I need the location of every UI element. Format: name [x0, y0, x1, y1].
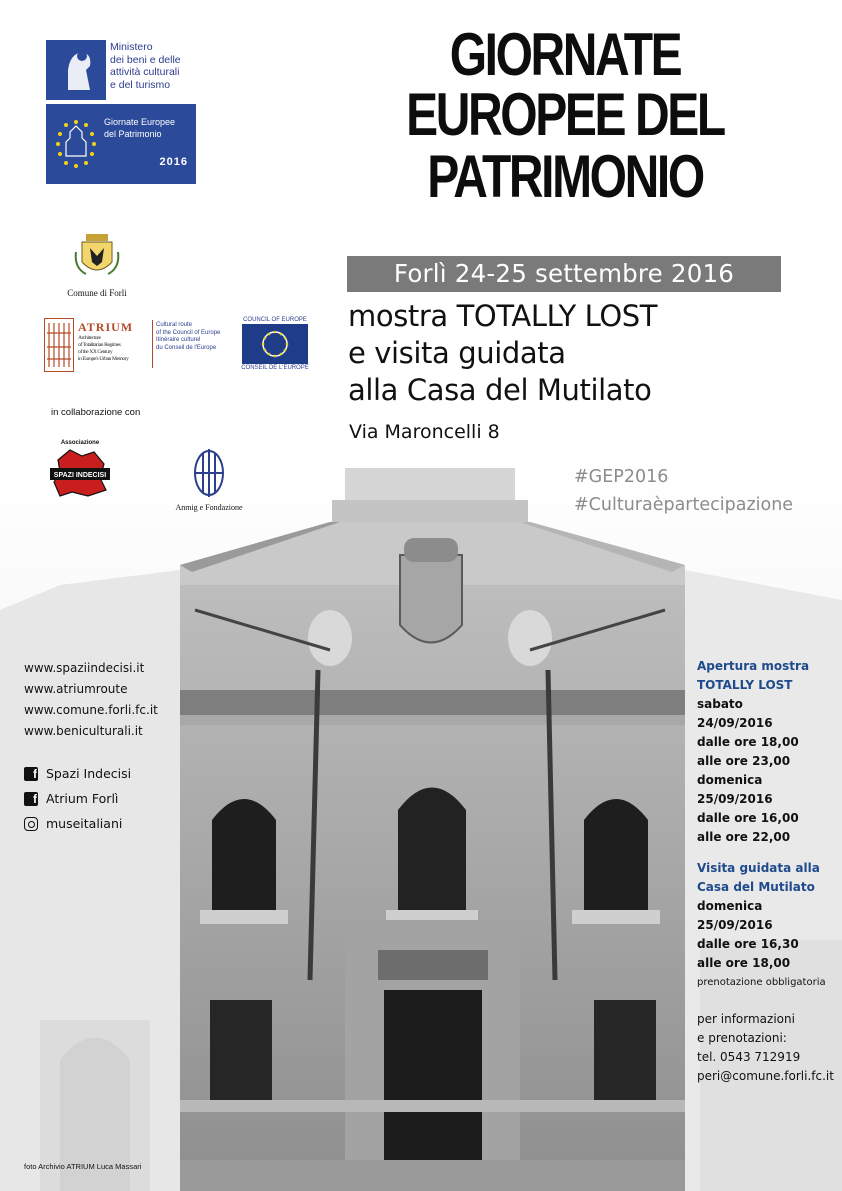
subtitle-line-2: e visita guidata — [348, 336, 566, 370]
subtitle-line-1: mostra TOTALLY LOST — [348, 299, 658, 333]
subtitle-line-3: alla Casa del Mutilato — [348, 373, 652, 407]
facebook-icon: f — [24, 767, 38, 781]
event-subtitle — [348, 298, 657, 409]
anmig-logo — [166, 447, 252, 512]
website-link[interactable]: www.atriumroute — [24, 682, 128, 696]
address: Via Maroncelli 8 — [349, 421, 500, 443]
facebook-icon: f — [24, 792, 38, 806]
event-info: Apertura mostra TOTALLY LOST sabato 24/09/2016 dalle ore 18,00 alle ore 23,00 domenica 25/09/2016 dalle ore 16,00 alle ore 22,00 Visita guidata alla Casa del Mutilato domenica 25/09/2016 dalle ore 16,30 alle ore 18,00 prenotazione obbligatoria per informazioni e prenotazioni: tel. 0543 712919 peri@comune.forli.fc.it — [697, 657, 837, 1086]
tour-heading: Visita guidata alla — [697, 861, 820, 875]
social-links — [24, 761, 131, 836]
social-link[interactable]: f Spazi Indecisi — [24, 761, 131, 786]
instagram-icon — [24, 817, 38, 831]
atrium-subtitle: Architecture of Totalitarian Regimes of the XX Century in Europe's Urban Memory — [78, 335, 129, 362]
phone-number[interactable]: tel. 0543 712919 — [697, 1050, 801, 1064]
title-line-2: EUROPEE DEL — [406, 81, 724, 148]
social-link[interactable]: museitaliani — [24, 811, 131, 836]
svg-text:SPAZI INDECISI: SPAZI INDECISI — [53, 472, 107, 479]
council-of-europe-logo: COUNCIL OF EUROPE CONSEIL DE L'EUROPE — [241, 317, 309, 371]
statue-icon — [46, 40, 106, 100]
comune-label: Comune di Forlì — [67, 288, 127, 298]
title-line-1: GIORNATE — [449, 21, 681, 88]
atrium-mark — [44, 318, 74, 372]
website-links — [24, 658, 158, 742]
website-link[interactable]: www.beniculturali.it — [24, 724, 143, 738]
gep-logo: Giornate Europee del Patrimonio 2016 — [46, 104, 196, 184]
atrium-route: Cultural route of the Council of Europe Itinéraire culturel du Conseil de l'Europe — [156, 322, 221, 351]
title-line-3: PATRIMONIO — [427, 143, 703, 210]
hashtags — [574, 463, 793, 519]
website-link[interactable]: www.spaziindecisi.it — [24, 661, 145, 675]
poster-title — [345, 21, 785, 210]
anmig-label: Anmig e Fondazione — [175, 503, 243, 512]
anmig-emblem-icon — [189, 447, 229, 499]
photo-credit: foto Archivio ATRIUM Luca Massari — [24, 1162, 142, 1171]
contact-info: per informazioni — [697, 1012, 795, 1026]
hashtag: #GEP2016 — [574, 467, 669, 487]
eu-stars-icon — [52, 114, 100, 174]
social-link[interactable]: f Atrium Forlì — [24, 786, 131, 811]
spazi-indecisi-map-icon — [48, 446, 112, 500]
mibact-text: Ministero dei beni e delle attività culturali e del turismo — [110, 41, 181, 91]
mibact-mark-text: MiBACT — [36, 47, 48, 96]
website-link[interactable]: www.comune.forli.fc.it — [24, 703, 158, 717]
date-banner: Forlì 24-25 settembre 2016 — [347, 256, 781, 292]
hashtag: #Culturaèpartecipazione — [574, 495, 794, 515]
mibact-logo — [36, 40, 196, 185]
comune-logo — [52, 232, 142, 298]
council-of-europe-flag-icon — [242, 324, 308, 364]
booking-note: prenotazione obbligatoria — [697, 977, 826, 988]
mibact-mark — [36, 40, 106, 100]
spazi-indecisi-logo: Associazione SPAZI INDECISI — [48, 440, 112, 504]
collaboration-label: in collaborazione con — [51, 407, 141, 418]
coat-of-arms-icon — [72, 232, 122, 282]
atrium-name: ATRIUM — [78, 320, 134, 334]
exhibition-heading: Apertura mostra — [697, 659, 810, 673]
email-link[interactable]: peri@comune.forli.fc.it — [697, 1069, 834, 1083]
gep-year: 2016 — [159, 156, 188, 168]
atrium-logo — [44, 318, 236, 372]
